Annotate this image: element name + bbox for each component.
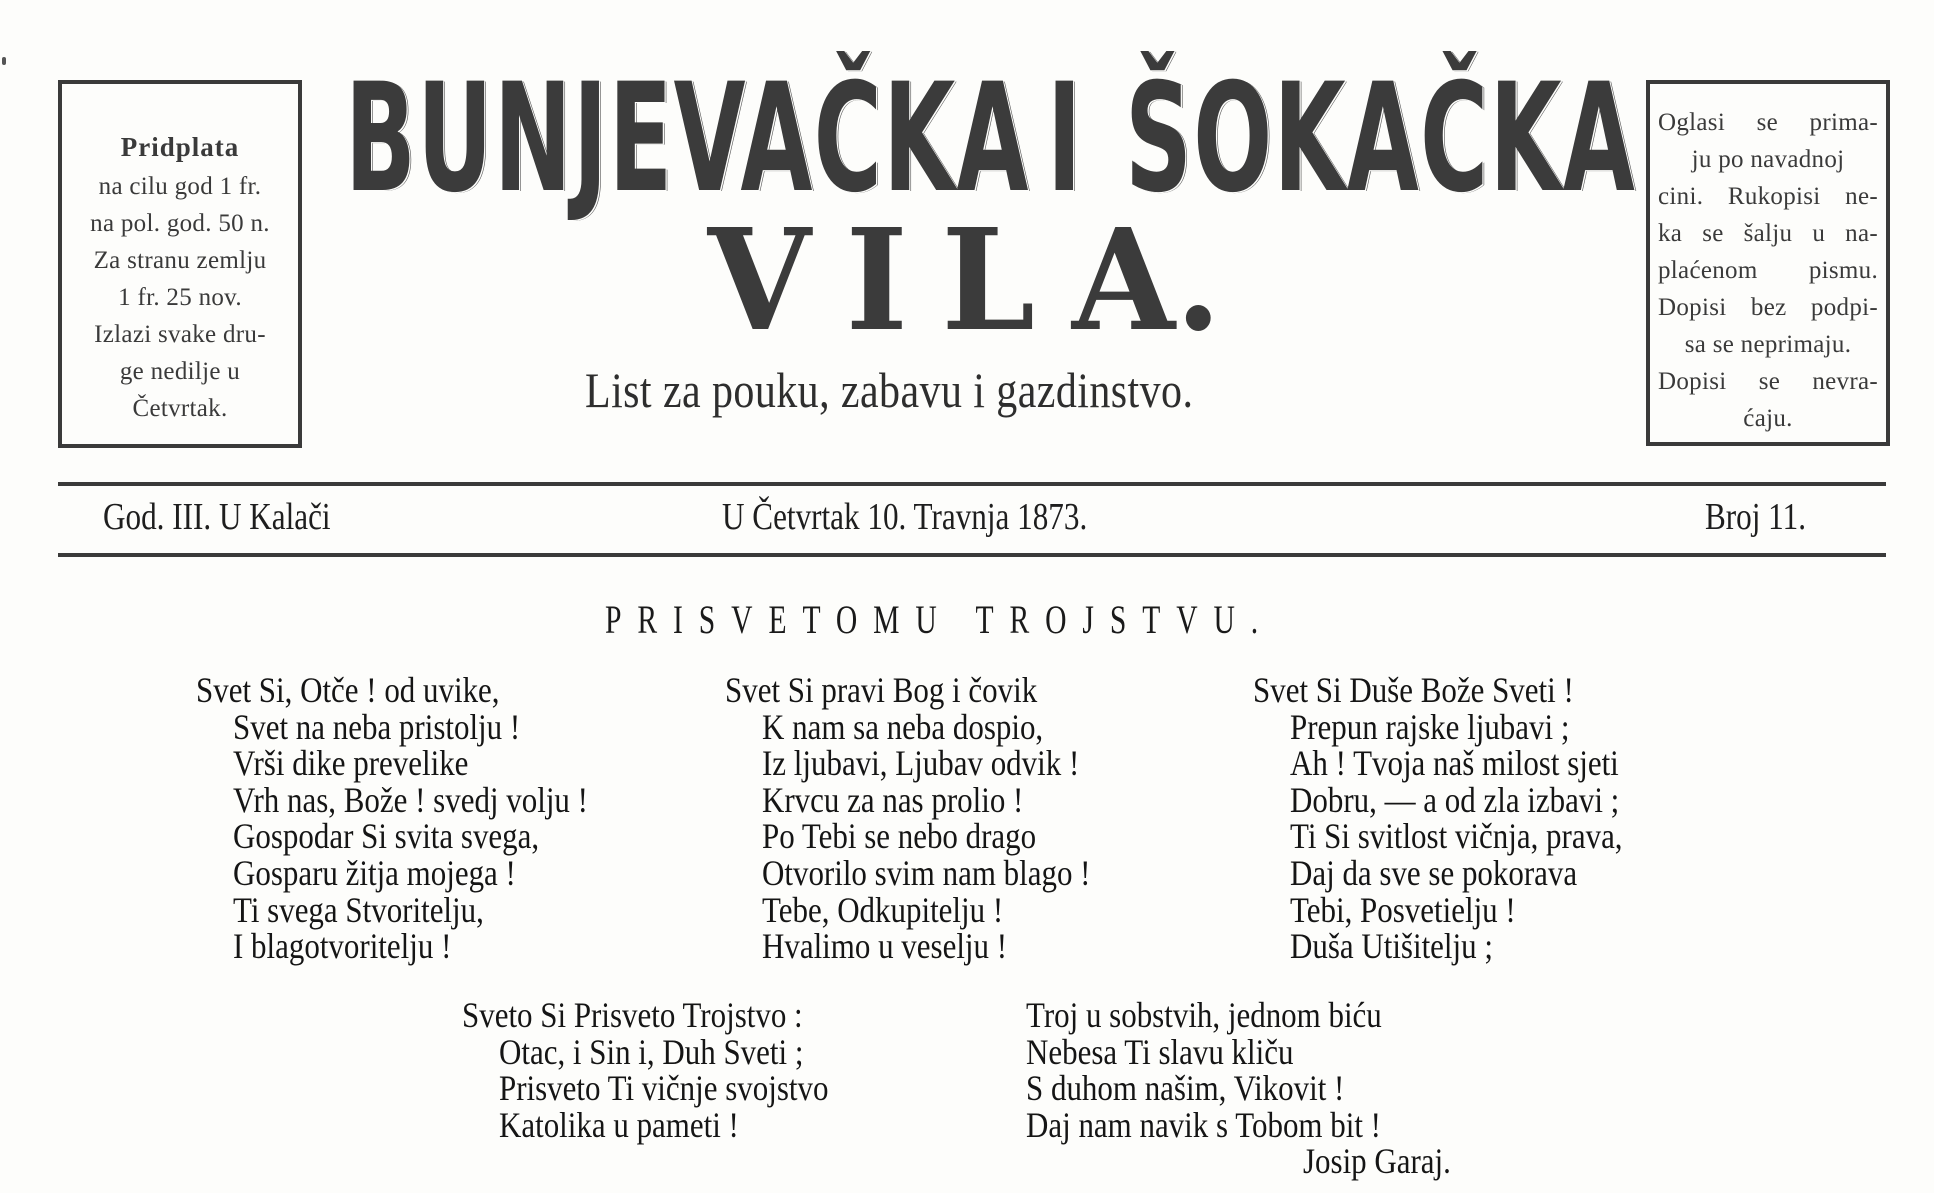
notice-line: Dopisi se nevra-	[1658, 368, 1878, 395]
top-rule	[58, 482, 1886, 486]
verse-line: Duša Utišitelju ;	[1290, 926, 1493, 967]
volume-place: God. III. U Kalači	[103, 496, 331, 538]
masthead-vila	[705, 199, 1225, 363]
notice-line: ju po navadnoj	[1691, 146, 1845, 173]
notice-line: ka se šalju u na-	[1658, 220, 1878, 247]
vila-letter: V	[707, 199, 811, 363]
advertising-notice-box	[1646, 80, 1890, 446]
title-word-bunjevacka: BUNJEVAČKA	[345, 52, 1030, 226]
verse-line: Prepun rajske ljubavi ;	[1290, 706, 1570, 747]
subscription-line: na cilu god 1 fr.	[98, 173, 262, 200]
verse-line: Hvalimo u veselju !	[762, 926, 1008, 967]
stanza-3	[1253, 672, 1677, 965]
subscription-line: na pol. god. 50 n.	[90, 210, 270, 237]
notice-line: plaćenom pismu.	[1658, 257, 1878, 284]
verse-line: Sveto Si Prisveto Trojstvo :	[462, 995, 803, 1035]
verse-line: Katolika u pameti !	[499, 1104, 739, 1145]
ink-speck	[2, 57, 6, 65]
verse-line: Svet Si pravi Bog i čovik	[725, 670, 1038, 710]
verse-line: Nebesa Ti slavu kliču	[1026, 1031, 1294, 1072]
verse-line: Vrši dike prevelike	[233, 743, 469, 784]
poem-title: PRISVETOMU TROJSTVU.	[605, 597, 1275, 642]
notice-line: sa se neprimaju.	[1684, 331, 1852, 358]
notice-line: Oglasi se prima-	[1658, 109, 1878, 136]
subscription-line: Izlazi svake dru-	[94, 321, 266, 348]
verse-line: Tebe, Odkupitelju !	[762, 889, 1004, 930]
title-word-i: I	[1047, 52, 1083, 226]
verse-line: K nam sa neba dospio,	[762, 706, 1044, 747]
verse-line: Krvcu za nas prolio !	[762, 779, 1024, 820]
verse-line: I blagotvoritelju !	[233, 926, 452, 967]
verse-line: Gospodar Si svita svega,	[233, 816, 540, 857]
subscription-heading: Pridplata	[120, 132, 240, 162]
verse-line: Prisveto Ti vičnje svojstvo	[499, 1068, 829, 1109]
verse-line: Troj u sobstvih, jednom biću	[1026, 995, 1382, 1035]
subscription-line: 1 fr. 25 nov.	[118, 284, 242, 311]
subscription-line: Četvrtak.	[132, 395, 228, 422]
vila-letter: A.	[1071, 199, 1222, 363]
verse-line: Daj nam navik s Tobom bit !	[1026, 1104, 1381, 1145]
verse-line: Svet Si Duše Bože Sveti !	[1253, 670, 1574, 710]
verse-line: Ti Si svitlost vičnja, prava,	[1290, 816, 1623, 857]
notice-line: cini. Rukopisi ne-	[1658, 183, 1878, 210]
stanza-1	[196, 672, 646, 965]
verse-line: Dobru, — a od zla izbavi ;	[1290, 779, 1620, 820]
verse-line: Gosparu žitja mojega !	[233, 852, 516, 893]
verse-line: S duhom našim, Vikovit !	[1026, 1068, 1345, 1109]
masthead-subtitle: List za pouku, zabavu i gazdinstvo.	[585, 362, 1194, 418]
notice-line: ćaju.	[1743, 405, 1793, 432]
bottom-rule	[58, 553, 1886, 557]
subscription-box	[58, 80, 302, 448]
notice-line: Dopisi bez podpi-	[1658, 294, 1878, 321]
title-word-sokacka: ŠOKAČKA	[1125, 52, 1637, 226]
verse-line: Tebi, Posvetielju !	[1290, 889, 1516, 930]
verse-line: Otvorilo svim nam blago !	[762, 852, 1091, 893]
verse-line: Svet na neba pristolju !	[233, 706, 521, 747]
verse-line: Ti svega Stvoritelju,	[233, 889, 484, 930]
subscription-line: Za stranu zemlju	[93, 247, 267, 274]
verse-line: Vrh nas, Bože ! svedj volju !	[233, 779, 588, 820]
verse-line: Ah ! Tvoja naš milost sjeti	[1290, 743, 1619, 784]
vila-letter: L	[941, 199, 1036, 363]
stanza-4	[462, 997, 882, 1143]
masthead-title	[345, 52, 1637, 226]
verse-line: Po Tebi se nebo drago	[762, 816, 1037, 857]
verse-line: Iz ljubavi, Ljubav odvik !	[762, 743, 1080, 784]
verse-line: Daj da sve se pokorava	[1290, 852, 1578, 893]
author-signature: Josip Garaj.	[1303, 1141, 1451, 1181]
issue-date: U Četvrtak 10. Travnja 1873.	[722, 496, 1088, 538]
issue-number: Broj 11.	[1705, 496, 1806, 538]
subscription-line: ge nedilje u	[119, 358, 241, 385]
vila-letter: I	[845, 199, 908, 363]
stanza-2	[725, 672, 1144, 965]
verse-line: Otac, i Sin i, Duh Sveti ;	[499, 1031, 804, 1072]
verse-line: Svet Si, Otče ! od uvike,	[196, 670, 500, 710]
stanza-5	[1026, 997, 1440, 1143]
